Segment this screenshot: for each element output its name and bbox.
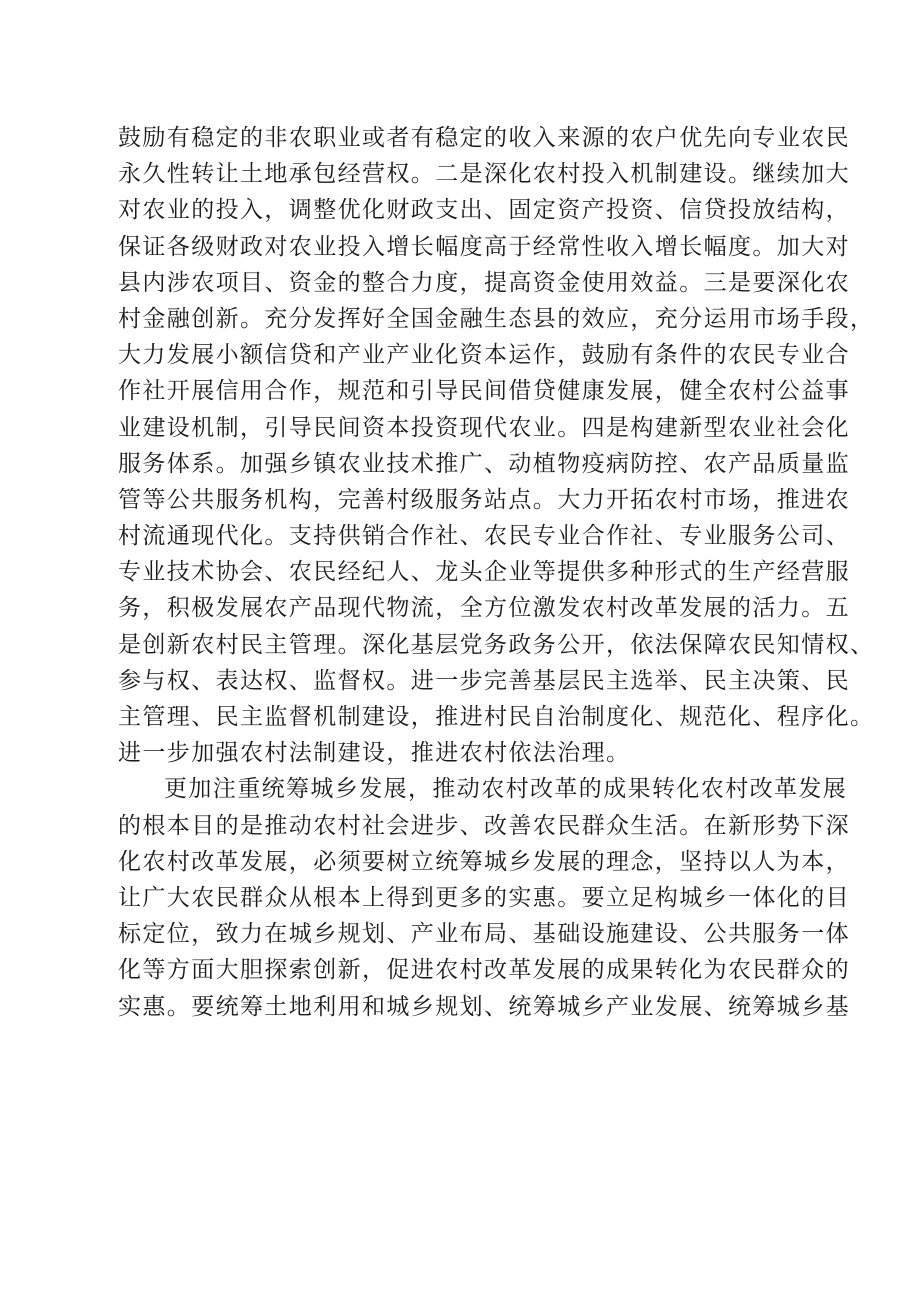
text-line: 作社开展信用合作，规范和引导民间借贷健康发展，健全农村公益事 [118, 378, 850, 405]
text-line: 化等方面大胆探索创新，促进农村改革发展的成果转化为农民群众的 [118, 957, 850, 984]
text-line: 鼓励有稳定的非农职业或者有稳定的收入来源的农户优先向专业农民 [118, 125, 850, 151]
text-line: 参与权、表达权、监督权。进一步完善基层民主选举、民主决策、民 [118, 667, 850, 694]
text-line: 是创新农村民主管理。深化基层党务政务公开，依法保障农民知情权、 [118, 631, 875, 658]
text-line: 对农业的投入，调整优化财政支出、固定资产投资、信贷投放结构， [118, 197, 850, 224]
text-line: 化农村改革发展，必须要树立统筹城乡发展的理念，坚持以人为本， [118, 848, 850, 875]
text-line: 永久性转让土地承包经营权。二是深化农村投入机制建设。继续加大 [118, 161, 850, 188]
text-line: 大力发展小额信贷和产业产业化资本运作，鼓励有条件的农民专业合 [118, 342, 850, 369]
text-line: 务，积极发展农产品现代物流，全方位激发农村改革发展的活力。五 [118, 595, 850, 622]
text-line: 管等公共服务机构，完善村级服务站点。大力开拓农村市场，推进农 [118, 486, 850, 513]
paragraph-first-line: 更加注重统筹城乡发展，推动农村改革的成果转化农村改革发展 [164, 776, 848, 803]
text-line: 保证各级财政对农业投入增长幅度高于经常性收入增长幅度。加大对 [118, 233, 850, 260]
text-line: 县内涉农项目、资金的整合力度，提高资金使用效益。三是要深化农 [118, 269, 850, 296]
text-line: 实惠。要统筹土地利用和城乡规划、统筹城乡产业发展、统筹城乡基 [118, 993, 850, 1020]
body-text [118, 120, 875, 1025]
text-line: 的根本目的是推动农村社会进步、改善农民群众生活。在新形势下深 [118, 812, 850, 839]
text-line: 进一步加强农村法制建设，推进农村依法治理。 [118, 740, 631, 767]
text-line: 服务体系。加强乡镇农业技术推广、动植物疫病防控、农产品质量监 [118, 450, 850, 477]
text-line: 村金融创新。充分发挥好全国金融生态县的效应，充分运用市场手段， [118, 305, 875, 332]
text-line: 村流通现代化。支持供销合作社、农民专业合作社、专业服务公司、 [118, 523, 850, 550]
text-line: 专业技术协会、农民经纪人、龙头企业等提供多种形式的生产经营服 [118, 559, 850, 586]
text-line: 业建设机制，引导民间资本投资现代农业。四是构建新型农业社会化 [118, 414, 850, 441]
text-line: 让广大农民群众从根本上得到更多的实惠。要立足构城乡一体化的目 [118, 884, 850, 911]
text-line: 标定位，致力在城乡规划、产业布局、基础设施建设、公共服务一体 [118, 921, 850, 948]
text-line: 主管理、民主监督机制建设，推进村民自治制度化、规范化、程序化。 [118, 704, 875, 730]
